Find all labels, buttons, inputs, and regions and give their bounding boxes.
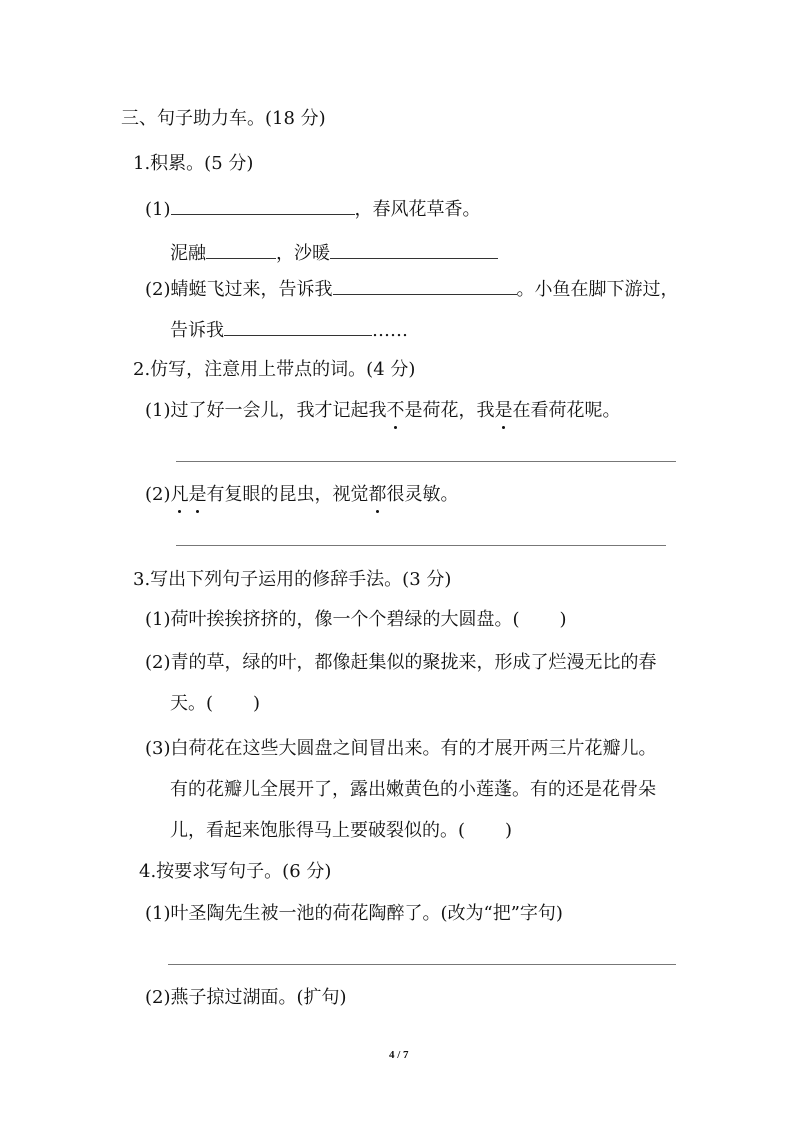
q2-item1-a: (1)过了好一会儿，我才记起我 bbox=[145, 400, 387, 421]
q3-item3-line3 bbox=[170, 819, 512, 843]
q2-item1-c: 在看荷花呢。 bbox=[512, 400, 621, 421]
q3-item2-line2 bbox=[170, 692, 260, 716]
q4-item1: (1)叶圣陶先生被一池的荷花陶醉了。(改为“把”字句) bbox=[145, 903, 563, 924]
q1-title: 1.积累。(5 分) bbox=[133, 153, 254, 174]
q4-item2: (2)燕子掠过湖面。(扩句) bbox=[145, 987, 347, 1008]
q3-item1-text: (1)荷叶挨挨挤挤的，像一个个碧绿的大圆盘。( bbox=[145, 609, 520, 630]
q2-answer-line-1[interactable] bbox=[176, 461, 676, 462]
q3-item3-line2: 有的花瓣儿全展开了，露出嫩黄色的小莲蓬。有的还是花骨朵 bbox=[170, 779, 656, 800]
q3-item1 bbox=[145, 608, 567, 632]
q2-item2-dotted-3: 都 bbox=[368, 484, 387, 505]
q1-item2b bbox=[170, 317, 408, 343]
q1-item1b-part2: ，沙暖 bbox=[276, 243, 330, 264]
q2-item2-b: 有复眼的昆虫，视觉 bbox=[206, 484, 369, 505]
q3-item2-line1: (2)青的草，绿的叶，都像赶集似的聚拢来，形成了烂漫无比的春 bbox=[145, 652, 657, 673]
section-title: 三、句子助力车。(18 分) bbox=[121, 108, 326, 129]
q3-item3-close: ) bbox=[505, 820, 513, 841]
q1-item2b-prefix: 告诉我 bbox=[170, 320, 224, 341]
q3-item1-close: ) bbox=[559, 609, 567, 630]
q1-item2-blank[interactable] bbox=[333, 276, 517, 295]
q1-item1-prefix: (1) bbox=[145, 199, 171, 220]
q2-item2-dotted-2: 是 bbox=[188, 484, 207, 505]
q1-item1-suffix: ，春风花草香。 bbox=[354, 199, 481, 220]
q1-item2b-blank[interactable] bbox=[224, 317, 372, 336]
q1-item2-suffix: 。小鱼在脚下游过， bbox=[516, 279, 679, 300]
q1-item1b bbox=[170, 240, 498, 266]
q1-item1 bbox=[145, 196, 481, 222]
q2-item1 bbox=[145, 399, 621, 423]
q4-title: 4.按要求写句子。(6 分) bbox=[139, 861, 332, 882]
q1-item1b-blank1[interactable] bbox=[206, 240, 276, 259]
q1-item1b-part1: 泥融 bbox=[170, 243, 206, 264]
q3-item2-text: 天。( bbox=[170, 693, 214, 714]
q2-item1-dotted-1: 不 bbox=[386, 400, 405, 421]
q2-item2-c: 很灵敏。 bbox=[386, 484, 459, 505]
page-number: 4 / 7 bbox=[389, 1049, 409, 1061]
q2-item2-dotted-1: 凡 bbox=[170, 484, 189, 505]
q2-title: 2.仿写，注意用上带点的词。(4 分) bbox=[133, 359, 416, 380]
q2-item2 bbox=[145, 483, 459, 507]
q3-item3-line1: (3)白荷花在这些大圆盘之间冒出来。有的才展开两三片花瓣儿。 bbox=[145, 738, 657, 759]
q3-item2-close: ) bbox=[253, 693, 261, 714]
q2-item2-a: (2) bbox=[145, 484, 171, 505]
q3-title: 3.写出下列句子运用的修辞手法。(3 分) bbox=[133, 569, 452, 590]
q1-item1b-blank2[interactable] bbox=[330, 240, 498, 259]
q1-item2 bbox=[145, 276, 679, 302]
q2-answer-line-2[interactable] bbox=[176, 545, 666, 546]
q2-item1-b: 是荷花，我 bbox=[404, 400, 495, 421]
q4-answer-line-1[interactable] bbox=[168, 964, 676, 965]
q1-item1-blank[interactable] bbox=[171, 196, 355, 215]
q3-item3-text: 儿，看起来饱胀得马上要破裂似的。( bbox=[170, 820, 466, 841]
q2-item1-dotted-2: 是 bbox=[494, 400, 513, 421]
q1-item2b-suffix: …… bbox=[372, 320, 408, 341]
q1-item2-prefix: (2)蜻蜓飞过来，告诉我 bbox=[145, 279, 333, 300]
